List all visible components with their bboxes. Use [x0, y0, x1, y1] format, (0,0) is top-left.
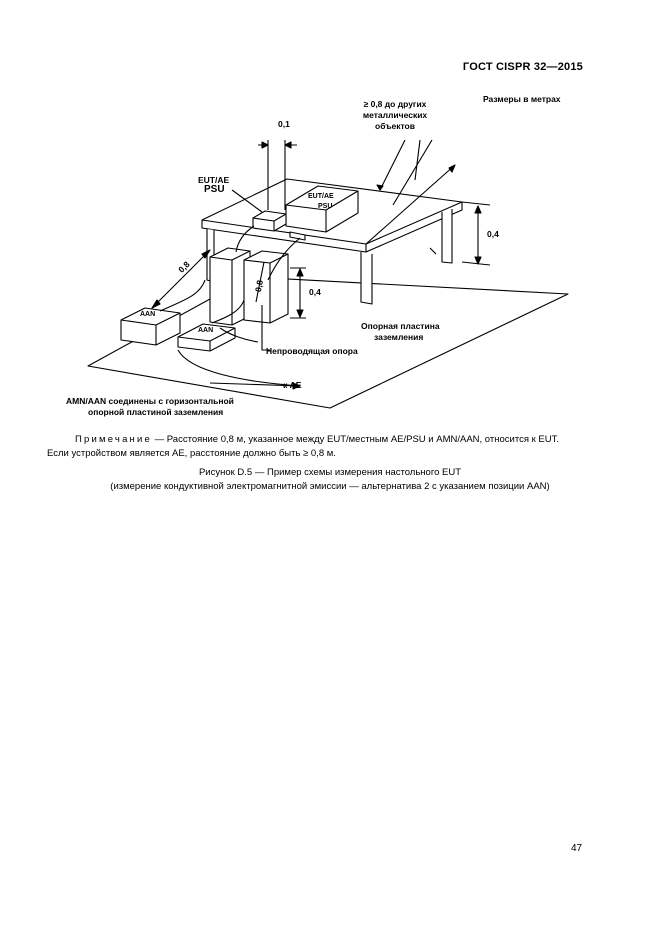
figure-note — [47, 433, 607, 461]
ground-plane-label-line2: заземления — [374, 332, 424, 342]
dim-04-right-label: 0,4 — [487, 229, 499, 239]
figure-caption-line1: Рисунок D.5 — Пример схемы измерения настольного EUT — [198, 467, 462, 478]
page-number: 47 — [571, 843, 583, 854]
dim-08-left-label: 0,8 — [176, 259, 192, 275]
amn-aan-label-line2: опорной пластиной заземления — [88, 407, 224, 417]
support-block — [244, 251, 288, 323]
cable — [236, 226, 254, 252]
support-label: Непроводящая опора — [266, 346, 358, 356]
dim-top-label: 0,1 — [278, 119, 290, 129]
cable — [160, 280, 205, 311]
note-text-1: Расстояние 0,8 м, указанное между EUT/местным AE/PSU и AMN/AAN, относится к EUT. — [166, 434, 559, 445]
eut-ae-label: EUT/AE — [198, 175, 230, 185]
psu-label: PSU — [204, 184, 225, 195]
aan-2-label: AAN — [198, 327, 214, 334]
eut-ae-box-label: EUT/AE — [308, 193, 334, 200]
table-leg — [361, 252, 372, 304]
dim-04-left-label: 0,4 — [309, 287, 321, 297]
distance-other-label-line1: ≥ 0,8 до других — [363, 99, 427, 109]
distance-other-label-line2: металлических — [362, 110, 428, 120]
table-leg — [442, 209, 452, 263]
ground-plane-label-line1: Опорная пластина — [361, 321, 440, 331]
document-header: ГОСТ CISPR 32—2015 — [462, 61, 583, 73]
note-dash: — — [154, 434, 165, 445]
note-text-2: Если устройством является AE, расстояние должно быть ≥ 0,8 м. — [47, 448, 336, 459]
psu-box-label: PSU — [318, 203, 333, 210]
amn-aan-label-line1: AMN/AAN соединены с горизонтальной — [66, 396, 234, 406]
dim-08-mid-label: 0,8 — [252, 279, 265, 293]
figure-caption-line2: (измерение кондуктивной электромагнитной эмиссии — альтернатива 2 с указанием позиции AAN) — [110, 481, 550, 492]
note-prefix: Примечание — [75, 434, 152, 445]
units-label: Размеры в метрах — [483, 94, 561, 104]
aan-1-label: AAN — [140, 311, 156, 318]
to-ae-label: к AE — [283, 380, 302, 390]
distance-other-label-line3: объектов — [375, 121, 415, 131]
